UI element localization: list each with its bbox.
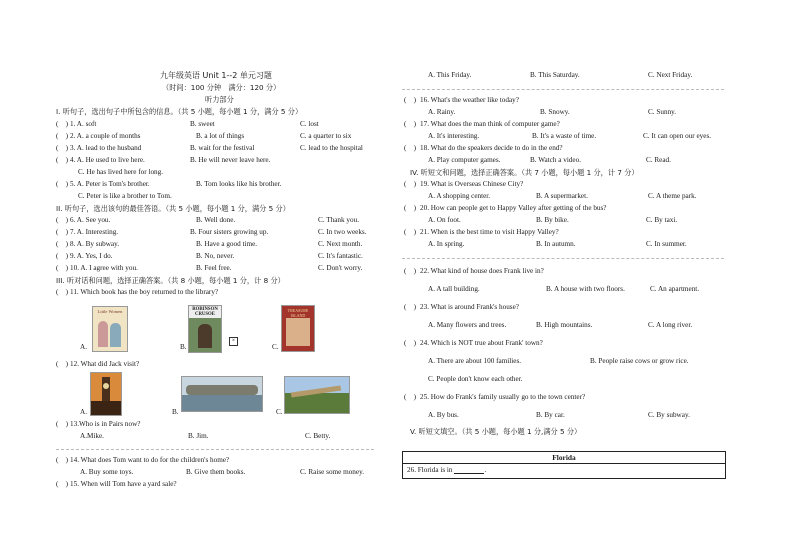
big-ben-image[interactable] (90, 372, 122, 416)
q23-option-b: B. High mountains. (536, 321, 593, 329)
q16-option-a: A. Rainy. (428, 108, 456, 116)
q8-option-c: C. Next month. (318, 240, 363, 248)
q1-option-b: B. sweet (190, 120, 215, 128)
great-wall-image[interactable] (284, 376, 350, 414)
q25-option-c: C. By subway. (648, 411, 690, 419)
q15-stem: 15. When will Tom have a yard sale? (70, 480, 177, 488)
q18-option-b: B. Watch a video. (530, 156, 581, 164)
q19-option-b: B. A supermarket. (536, 192, 588, 200)
q2-option-a: 2. A. a couple of months (70, 132, 141, 140)
answer-bracket[interactable]: ( ) (404, 303, 416, 311)
q17-stem: 17. What does the man think of computer game? (420, 120, 560, 128)
q22-option-b: B. A house with two floors. (546, 285, 625, 293)
q21-option-b: B. In autumn. (536, 240, 576, 248)
q12-label-c: C. (276, 408, 283, 416)
q15-option-a: A. This Friday. (428, 71, 472, 79)
q10-option-b: B. Feel free. (196, 264, 232, 272)
answer-bracket[interactable]: ( ) (56, 480, 68, 488)
q8-option-a: 8. A. By subway. (70, 240, 120, 248)
section-5-heading: V. 听短文填空。（共 5 小题，每小题 1 分,满分 5 分） (410, 427, 582, 436)
q5-option-c: C. Peter is like a brother to Tom. (78, 192, 172, 200)
answer-bracket[interactable]: ( ) (404, 144, 416, 152)
q26-row: 26. Florida is in . (407, 466, 487, 474)
answer-bracket[interactable]: ( ) (404, 267, 416, 275)
q13-option-b: B. Jim. (188, 432, 209, 440)
q23-option-c: C. A long river. (648, 321, 693, 329)
q17-option-b: B. It's a waste of time. (532, 132, 597, 140)
q4-option-b: B. He will never leave here. (190, 156, 271, 164)
q22-stem: 22. What kind of house does Frank live in? (420, 267, 544, 275)
q16-stem: 16. What's the weather like today? (420, 96, 519, 104)
divider (56, 449, 374, 450)
q6-option-a: 6. A. See you. (70, 216, 111, 224)
q20-option-b: B. By bike. (536, 216, 569, 224)
q9-option-b: B. No, never. (196, 252, 235, 260)
q7-option-a: 7. A. Interesting. (70, 228, 119, 236)
q24-option-b: B. People raise cows or grow rice. (590, 357, 689, 365)
answer-bracket[interactable]: ( ) (56, 456, 68, 464)
q13-option-a: A.Mike. (80, 432, 104, 440)
q18-stem: 18. What do the speakers decide to do in the end? (420, 144, 563, 152)
book-treasure-island-image[interactable]: TREASURE ISLAND (281, 305, 315, 352)
q19-option-c: C. A theme park. (648, 192, 697, 200)
q4-option-a: 4. A. He used to live here. (70, 156, 145, 164)
exam-title: 九年级英语 Unit 1--2 单元习题 (160, 71, 272, 80)
divider (402, 89, 724, 90)
q24-option-c: C. People don't know each other. (428, 375, 523, 383)
q25-option-a: A. By bus. (428, 411, 459, 419)
q10-option-a: 10. A. I agree with you. (70, 264, 138, 272)
answer-bracket[interactable]: ( ) (56, 240, 68, 248)
q21-option-a: A. In spring. (428, 240, 465, 248)
q4-option-c: C. He has lived here for long. (78, 168, 164, 176)
q1-option-c: C. lost (300, 120, 319, 128)
answer-bracket[interactable]: ( ) (404, 180, 416, 188)
q18-option-c: C. Read. (646, 156, 671, 164)
q20-option-a: A. On foot. (428, 216, 461, 224)
answer-bracket[interactable]: ( ) (56, 144, 68, 152)
q25-option-b: B. By car. (536, 411, 565, 419)
q23-option-a: A. Many flowers and trees. (428, 321, 507, 329)
q26-answer-blank[interactable] (454, 466, 484, 474)
answer-bracket[interactable]: ( ) (404, 393, 416, 401)
book-little-women-image[interactable]: Little Women (92, 306, 128, 352)
answer-bracket[interactable]: ( ) (56, 228, 68, 236)
q11-label-a: A. (80, 343, 87, 351)
q16-option-b: B. Snowy. (540, 108, 570, 116)
q11-stem: 11. Which book has the boy returned to the library? (70, 288, 219, 296)
answer-bracket[interactable]: ( ) (56, 252, 68, 260)
q20-option-c: C. By taxi. (646, 216, 678, 224)
listening-part-label: 听力部分 (205, 95, 234, 104)
answer-bracket[interactable]: ( ) (56, 420, 68, 428)
q15-option-c: C. Next Friday. (648, 71, 693, 79)
answer-bracket[interactable]: ( ) (404, 120, 416, 128)
q19-stem: 19. What is Overseas Chinese City? (420, 180, 524, 188)
q7-option-b: B. Four sisters growing up. (190, 228, 269, 236)
q2-option-b: B. a lot of things (196, 132, 245, 140)
q22-option-c: C. An apartment. (650, 285, 700, 293)
answer-bracket[interactable]: ( ) (404, 96, 416, 104)
q9-option-c: C. It's fantastic. (318, 252, 363, 260)
q20-stem: 20. How can people get to Happy Valley after getting of the bus? (420, 204, 607, 212)
q24-stem: 24. Which is NOT true about Frank' town? (420, 339, 543, 347)
florida-table-title: Florida (552, 453, 576, 462)
q6-option-c: C. Thank you. (318, 216, 359, 224)
q24-option-a: A. There are about 100 families. (428, 357, 522, 365)
q9-option-a: 9. A. Yes, I do. (70, 252, 113, 260)
q2-option-c: C. a quarter to six (300, 132, 352, 140)
q6-option-b: B. Well done. (196, 216, 236, 224)
answer-bracket[interactable]: ( ) (404, 228, 416, 236)
table-divider (403, 463, 725, 464)
answer-bracket[interactable]: ( ) (56, 120, 68, 128)
q5-option-b: B. Tom looks like his brother. (196, 180, 282, 188)
q3-option-b: B. wait for the festival (190, 144, 255, 152)
answer-bracket[interactable]: ( ) (404, 339, 416, 347)
q25-stem: 25. How do Frank's family usually go to the town center? (420, 393, 586, 401)
q12-label-a: A. (80, 408, 87, 416)
answer-bracket[interactable]: ( ) (56, 264, 68, 272)
q14-option-b: B. Give them books. (186, 468, 246, 476)
q8-option-b: B. Have a good time. (196, 240, 258, 248)
answer-bracket[interactable]: ( ) (56, 156, 68, 164)
divider (402, 258, 724, 259)
section-3-heading: III. 听对话和问题，选择正确答案。（共 8 小题，每小题 1 分，计 8 分） (56, 276, 285, 285)
q13-option-c: C. Betty. (305, 432, 331, 440)
q26-text: 26. Florida is in (407, 466, 453, 474)
q5-option-a: 5. A. Peter is Tom's brother. (70, 180, 150, 188)
q21-stem: 21. When is the best time to visit Happy Valley? (420, 228, 559, 236)
q15-option-b: B. This Saturday. (530, 71, 580, 79)
answer-bracket[interactable]: ( ) (56, 180, 68, 188)
exam-meta: （时间：100 分钟 满分：120 分） (162, 83, 281, 92)
q13-stem: 13.Who is in Pairs now? (70, 420, 141, 428)
q19-option-a: A. A shopping center. (428, 192, 491, 200)
q7-option-c: C. In two weeks. (318, 228, 367, 236)
q14-option-c: C. Raise some money. (300, 468, 365, 476)
section-2-heading: II. 听句子，选出该句的最佳答语。（共 5 小题，每小题 1 分，满分 5 分） (56, 204, 290, 213)
q3-option-a: 3. A. lead to the husband (70, 144, 142, 152)
q14-stem: 14. What does Tom want to do for the children's home? (70, 456, 230, 464)
q17-option-c: C. It can open our eyes. (643, 132, 712, 140)
q12-label-b: B. (172, 408, 179, 416)
q21-option-c: C. In summer. (646, 240, 687, 248)
close-icon: × (229, 337, 238, 346)
answer-bracket[interactable]: ( ) (56, 360, 68, 368)
q22-option-a: A. A tall building. (428, 285, 480, 293)
answer-bracket[interactable]: ( ) (56, 132, 68, 140)
q17-option-a: A. It's interesting. (428, 132, 480, 140)
stone-bridge-image[interactable] (181, 376, 263, 412)
q11-label-b: B. (180, 343, 187, 351)
q1-option-a: 1. A. soft (70, 120, 97, 128)
q10-option-c: C. Don't worry. (318, 264, 363, 272)
answer-bracket[interactable]: ( ) (56, 288, 68, 296)
answer-bracket[interactable]: ( ) (404, 204, 416, 212)
section-1-heading: I. 听句子，选出句子中所包含的信息。（共 5 小题，每小题 1 分，满分 5 分） (56, 107, 303, 116)
q18-option-a: A. Play computer games. (428, 156, 501, 164)
q14-option-a: A. Buy some toys. (80, 468, 134, 476)
book-robinson-crusoe-image[interactable]: ROBINSON CRUSOE (188, 305, 222, 353)
q11-label-c: C. (272, 343, 279, 351)
q23-stem: 23. What is around Frank's house? (420, 303, 519, 311)
q16-option-c: C. Sunny. (648, 108, 677, 116)
q3-option-c: C. lead to the hospital (300, 144, 363, 152)
q12-stem: 12. What did Jack visit? (70, 360, 140, 368)
florida-table (402, 451, 726, 479)
answer-bracket[interactable]: ( ) (56, 216, 68, 224)
section-4-heading: IV. 听短文和问题，选择正确答案。（共 7 小题，每小题 1 分，计 7 分） (410, 168, 639, 177)
